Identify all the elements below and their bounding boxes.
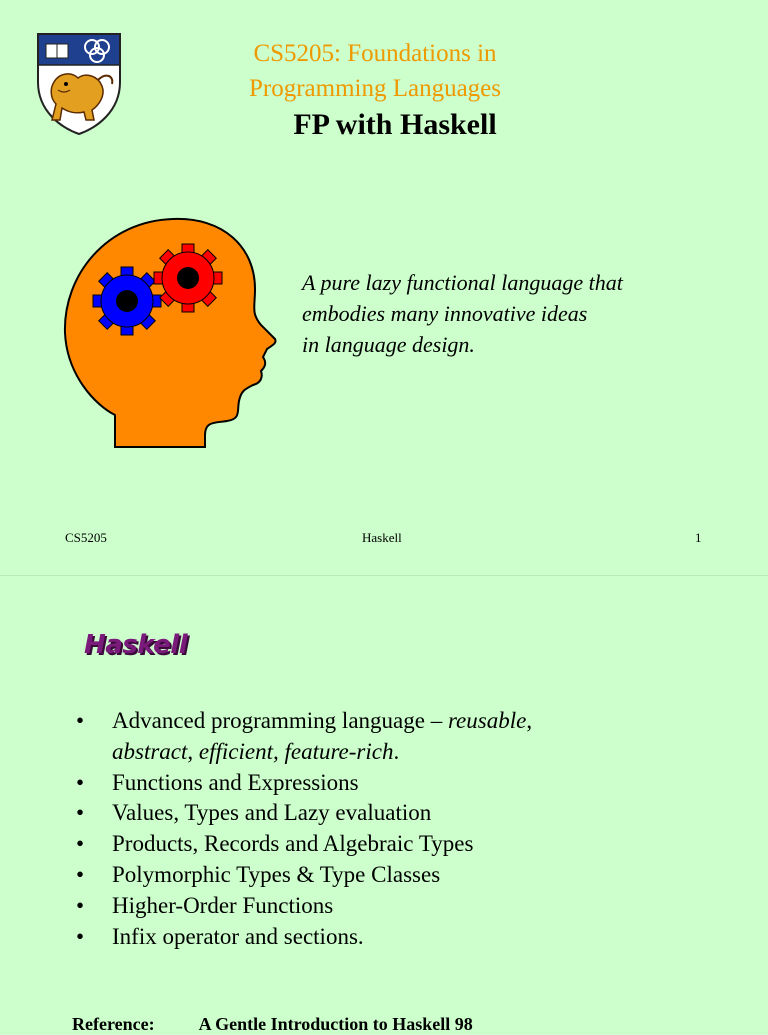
bullet-list [76,706,716,952]
bullet-item: • Higher-Order Functions [76,891,716,922]
slide-2 [0,576,768,1034]
reference-text: A Gentle Introduction to Haskell 98 [198,1014,473,1034]
bullet-item: • Products, Records and Algebraic Types [76,829,716,860]
course-title [180,36,570,106]
bullet-item [76,706,716,768]
footer-topic: Haskell [362,530,402,545]
bullet-text: Advanced programming language – [112,708,448,733]
bullet-item: • Polymorphic Types & Type Classes [76,860,716,891]
slide-title: FP with Haskell [293,108,497,141]
blue-gear-icon [93,267,161,335]
bullet-punct: , [526,708,533,733]
bullet-item: • Infix operator and sections. [76,922,716,953]
reference-label: Reference: [72,1014,155,1034]
description-line: A pure lazy functional language that [302,270,623,295]
bullet-continuation [112,737,716,768]
bullet-emphasis: reusable [447,708,527,733]
bullet-emphasis: efficient, feature-rich [198,738,394,764]
university-crest-logo [36,32,122,136]
course-title-line1: CS5205: Foundations in [253,40,497,67]
reference [72,1014,473,1035]
bullet-punct: . [393,738,400,764]
description [302,267,722,360]
footer-course: CS5205 [65,530,107,545]
bullet-item: • Functions and Expressions [76,768,716,799]
description-line: in language design. [302,332,475,357]
footer-page-number: 1 [695,530,702,545]
slide-heading: Haskell [84,630,188,660]
bullet-punct: , [187,738,199,764]
bullet-emphasis: abstract [112,738,188,764]
bullet-item: • Values, Types and Lazy evaluation [76,798,716,829]
course-title-line2: Programming Languages [248,75,502,102]
red-gear-icon [154,244,222,312]
description-line: embodies many innovative ideas [302,301,588,326]
head-with-gears-illustration [55,215,280,450]
